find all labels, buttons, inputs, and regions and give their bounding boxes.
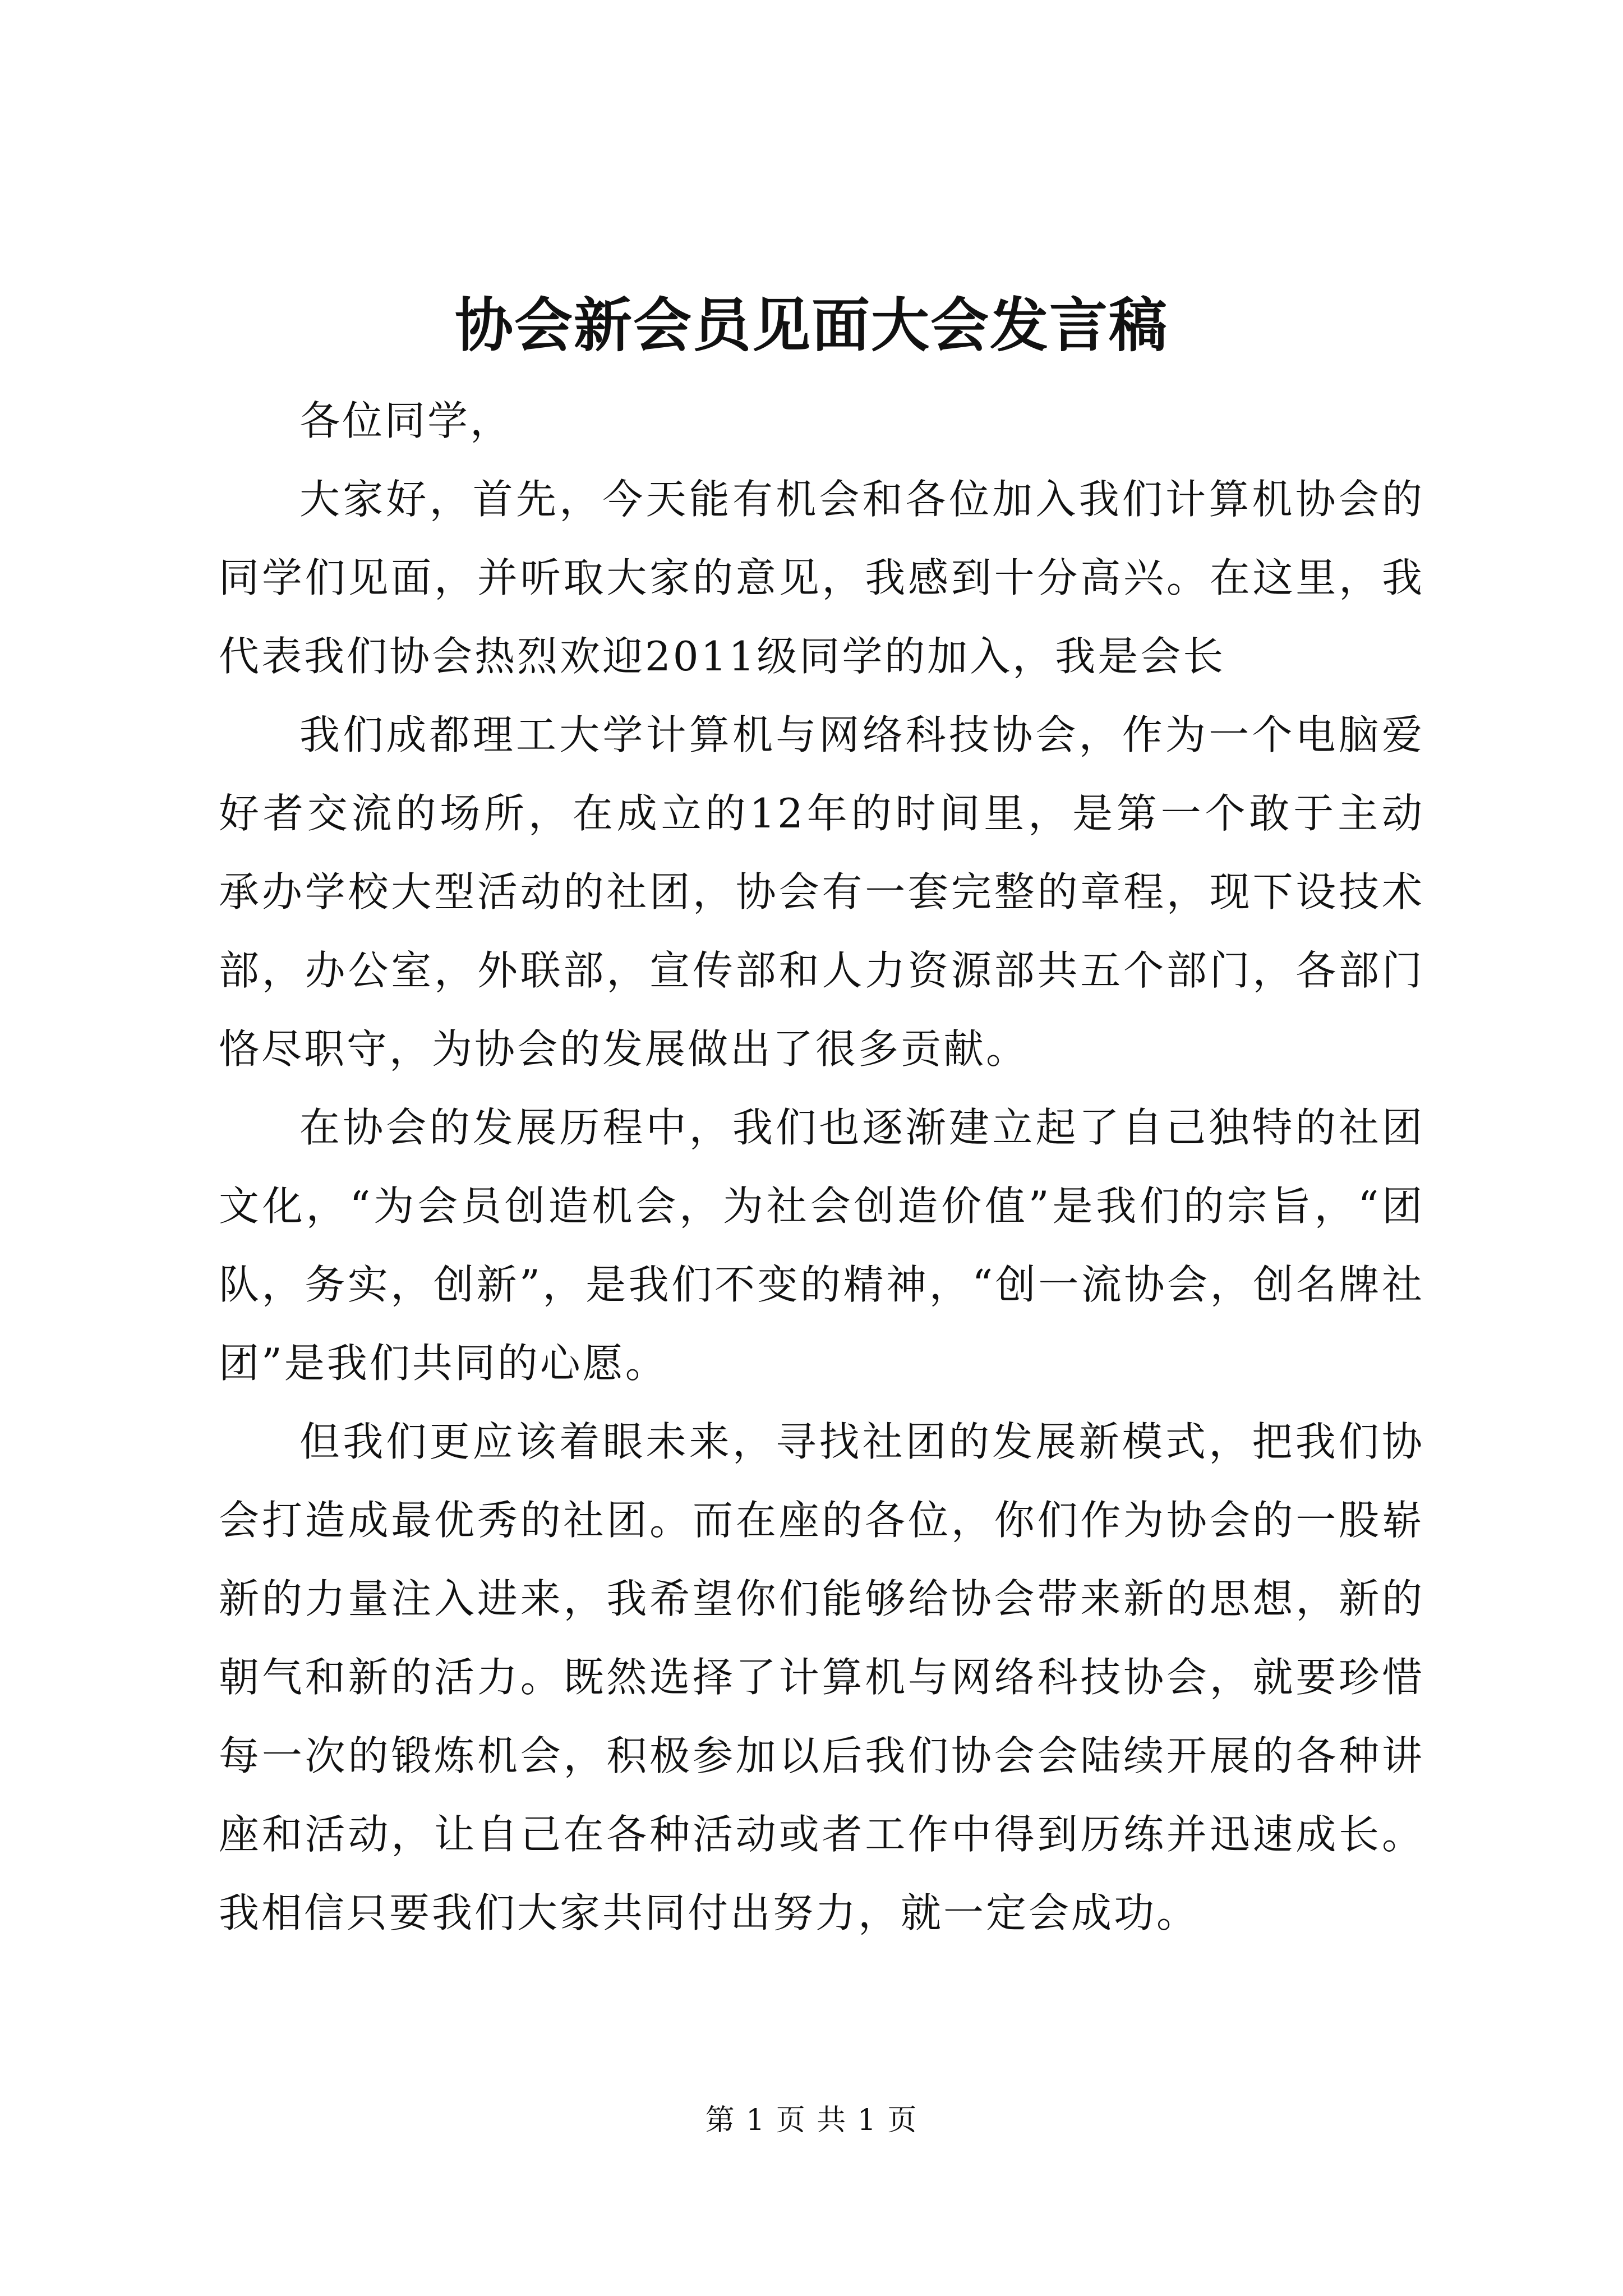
paragraph-welcome: 大家好，首先，今天能有机会和各位加入我们计算机协会的同学们见面，并听取大家的意见，我感到十分高兴。在这里，我代表我们协会热烈欢迎2011级同学的加入，我是会长 bbox=[219, 476, 1424, 680]
paragraph-greeting: 各位同学， bbox=[299, 397, 513, 444]
paragraph-future: 但我们更应该着眼未来，寻找社团的发展新模式，把我们协会打造成最优秀的社团。而在座的各位，你们作为协会的一股崭新的力量注入进来，我希望你们能够给协会带来新的思想，新的朝气和新的活力。既然选择了计算机与网络科技协会，就要珍惜每一次的锻炼机会，积极参加以后我们协会会陆续开展的各种讲座和活动，让自己在各种活动或者工作中得到历练并迅速成长。我相信只要我们大家共同付出努力，就一定会成功。 bbox=[219, 1418, 1424, 1936]
document-body bbox=[219, 381, 1424, 1952]
document-title: 协会新会员见面大会发言稿 bbox=[454, 291, 1168, 360]
page-footer: 第 1 页 共 1 页 bbox=[705, 2104, 918, 2137]
paragraph-culture: 在协会的发展历程中，我们也逐渐建立起了自己独特的社团文化，“为会员创造机会，为社会创造价值”是我们的宗旨，“团队，务实，创新”，是我们不变的精神，“创一流协会，创名牌社团”是我们共同的心愿。 bbox=[219, 1104, 1424, 1387]
paragraph-association-intro: 我们成都理工大学计算机与网络科技协会，作为一个电脑爱好者交流的场所，在成立的12年的时间里，是第一个敢于主动承办学校大型活动的社团，协会有一套完整的章程，现下设技术部，办公室，外联部，宣传部和人力资源部共五个部门，各部门恪尽职守，为协会的发展做出了很多贡献。 bbox=[219, 711, 1424, 1073]
